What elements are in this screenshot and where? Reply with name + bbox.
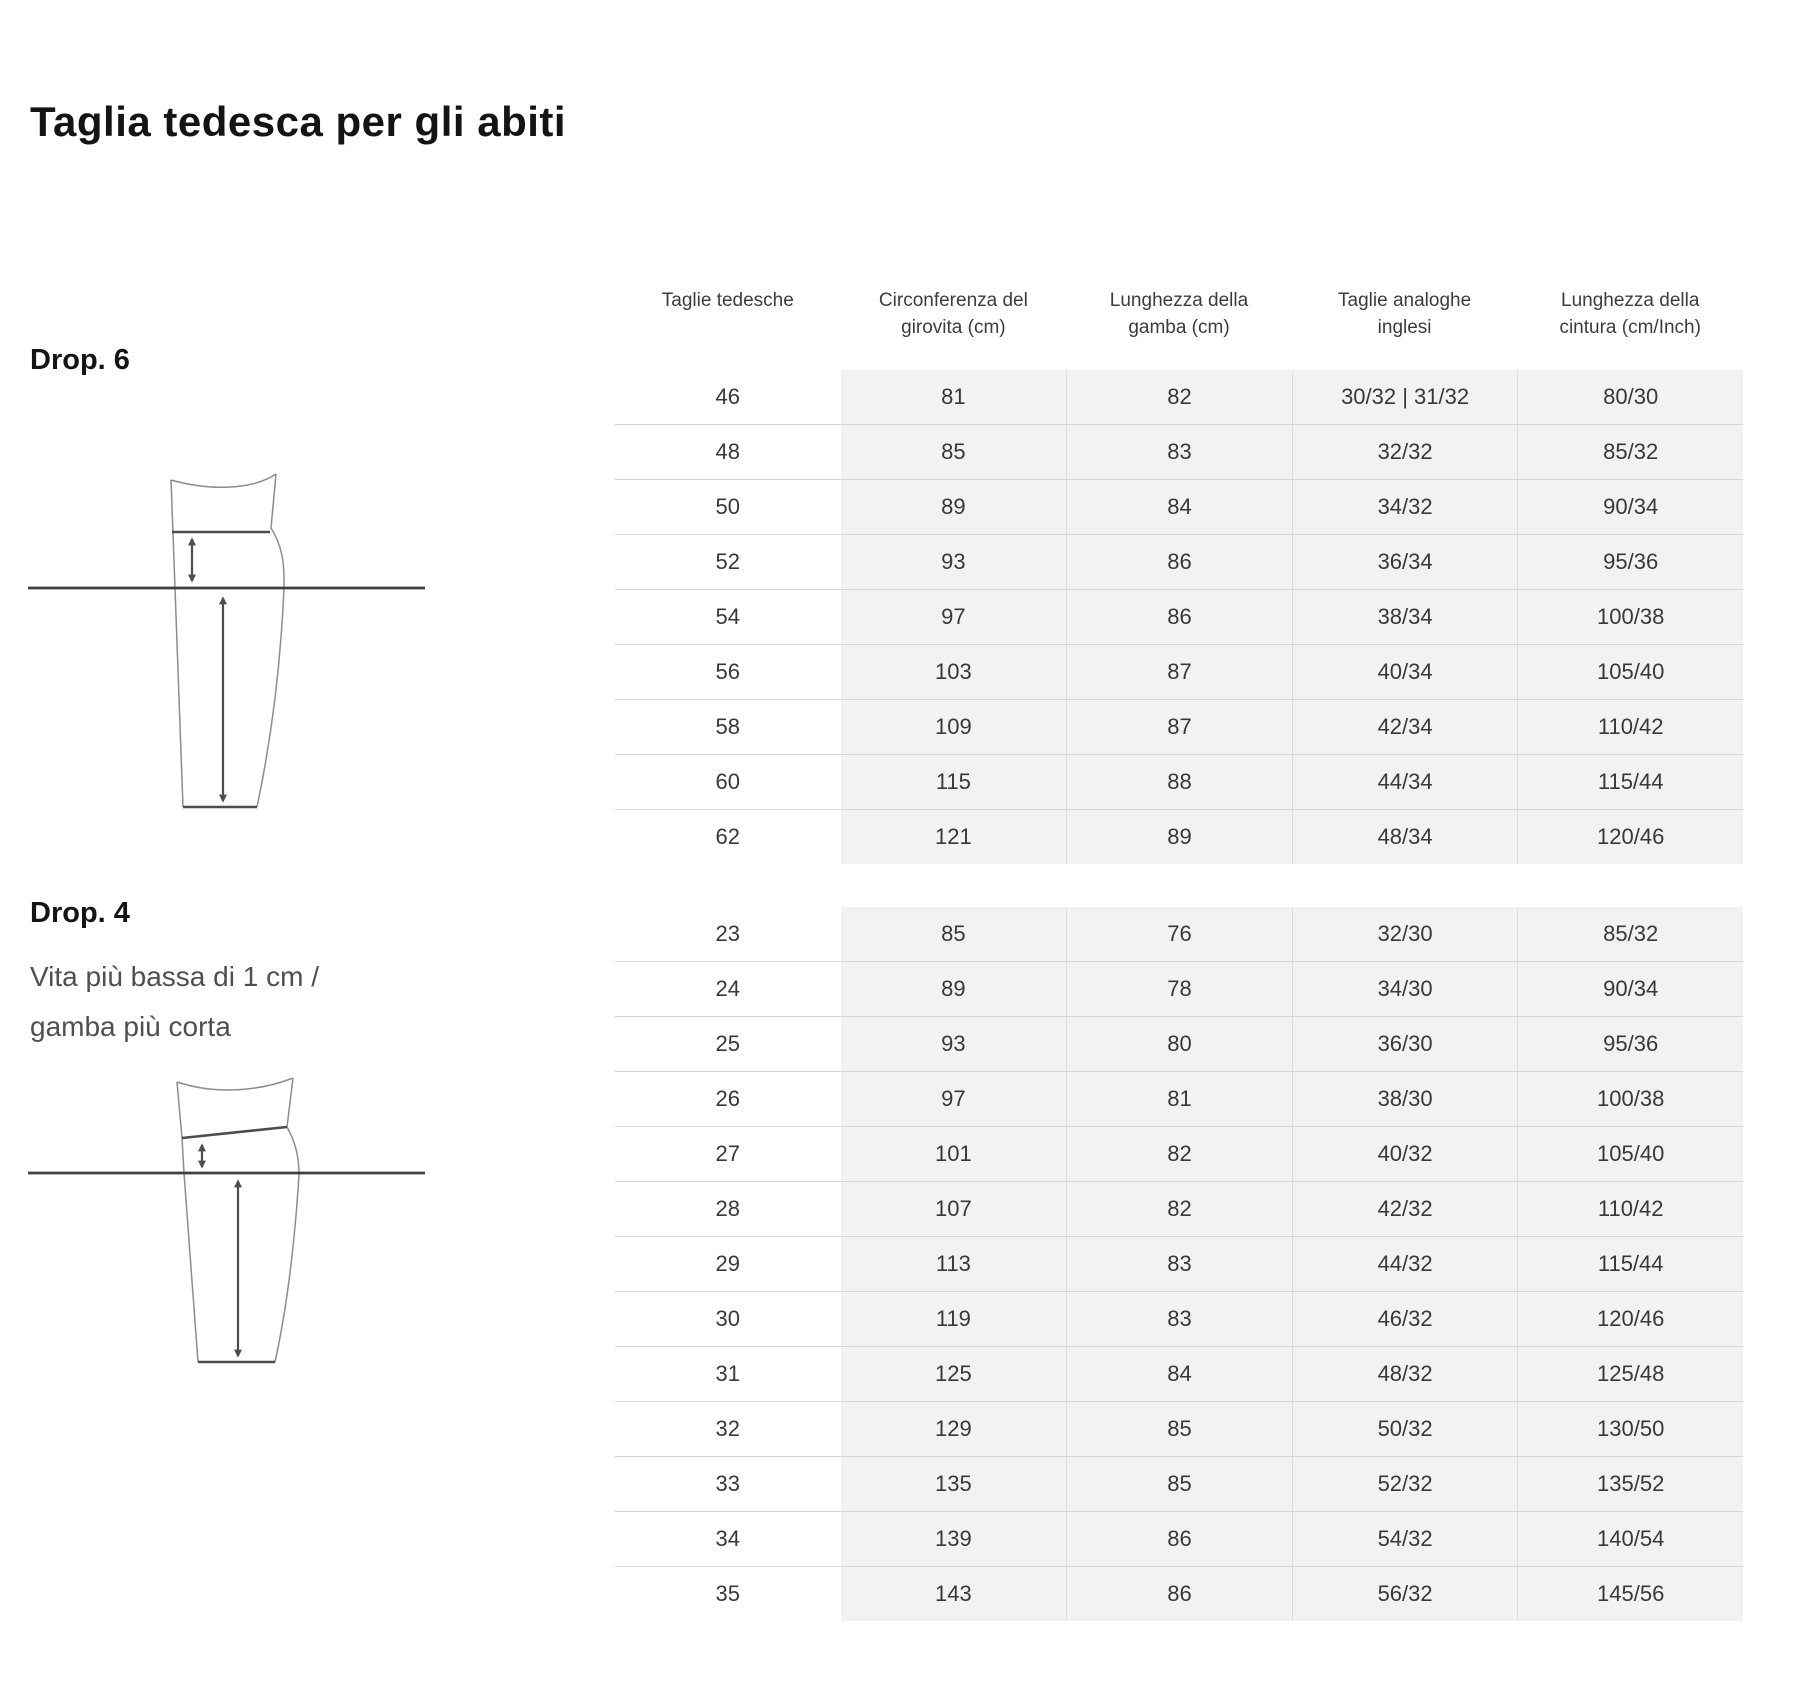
table-cell: 129 bbox=[841, 1402, 1067, 1456]
table-row bbox=[615, 370, 1743, 424]
table-cell: 85 bbox=[1066, 1402, 1292, 1456]
table-cell: 52 bbox=[715, 549, 741, 574]
table-cell: 42/32 bbox=[1292, 1182, 1518, 1236]
note-line-2: gamba più corta bbox=[30, 1011, 231, 1042]
table-row bbox=[615, 589, 1743, 644]
table-cell: 82 bbox=[1066, 370, 1292, 424]
table-row bbox=[615, 1401, 1743, 1456]
table-cell: 76 bbox=[1066, 907, 1292, 961]
table-cell: 48/34 bbox=[1292, 810, 1518, 864]
size-table-drop6 bbox=[615, 370, 1743, 864]
table-cell: 100/38 bbox=[1517, 590, 1743, 644]
table-cell: 85 bbox=[841, 425, 1067, 479]
table-cell: 95/36 bbox=[1517, 535, 1743, 589]
table-row bbox=[615, 1126, 1743, 1181]
table-row bbox=[615, 809, 1743, 864]
note-line-1: Vita più bassa di 1 cm / bbox=[30, 961, 319, 992]
table-cell: 145/56 bbox=[1517, 1567, 1743, 1621]
table-row bbox=[615, 907, 1743, 961]
table-cell: 40/32 bbox=[1292, 1127, 1518, 1181]
table-cell: 103 bbox=[841, 645, 1067, 699]
table-row bbox=[615, 1566, 1743, 1621]
table-cell: 87 bbox=[1066, 700, 1292, 754]
column-header-taglie-analoghe: Taglie analoghe inglesi bbox=[1338, 290, 1472, 338]
table-cell: 143 bbox=[841, 1567, 1067, 1621]
table-cell: 109 bbox=[841, 700, 1067, 754]
table-cell: 33 bbox=[715, 1471, 741, 1496]
table-cell: 105/40 bbox=[1517, 645, 1743, 699]
table-cell: 90/34 bbox=[1517, 962, 1743, 1016]
table-cell: 24 bbox=[715, 976, 741, 1001]
table-cell: 52/32 bbox=[1292, 1457, 1518, 1511]
table-cell: 84 bbox=[1066, 480, 1292, 534]
table-cell: 26 bbox=[715, 1086, 741, 1111]
table-cell: 82 bbox=[1066, 1182, 1292, 1236]
table-cell: 85 bbox=[841, 907, 1067, 961]
table-cell: 121 bbox=[841, 810, 1067, 864]
table-cell: 90/34 bbox=[1517, 480, 1743, 534]
page-title: Taglia tedesca per gli abiti bbox=[30, 98, 567, 145]
table-cell: 44/34 bbox=[1292, 755, 1518, 809]
table-cell: 135/52 bbox=[1517, 1457, 1743, 1511]
trouser-diagram-drop6 bbox=[20, 460, 440, 820]
table-row bbox=[615, 1071, 1743, 1126]
table-cell: 81 bbox=[841, 370, 1067, 424]
table-cell: 36/34 bbox=[1292, 535, 1518, 589]
table-cell: 89 bbox=[841, 480, 1067, 534]
table-cell: 83 bbox=[1066, 1237, 1292, 1291]
section-note-drop4 bbox=[30, 952, 319, 1052]
table-row bbox=[615, 1291, 1743, 1346]
table-cell: 30/32 | 31/32 bbox=[1292, 370, 1518, 424]
table-header-row bbox=[615, 287, 1743, 341]
table-row bbox=[615, 961, 1743, 1016]
table-cell: 95/36 bbox=[1517, 1017, 1743, 1071]
table-cell: 85 bbox=[1066, 1457, 1292, 1511]
table-cell: 86 bbox=[1066, 1567, 1292, 1621]
table-cell: 110/42 bbox=[1517, 700, 1743, 754]
table-cell: 54/32 bbox=[1292, 1512, 1518, 1566]
section-label-drop4: Drop. 4 bbox=[30, 897, 130, 929]
table-cell: 42/34 bbox=[1292, 700, 1518, 754]
table-cell: 36/30 bbox=[1292, 1017, 1518, 1071]
column-header-taglie-tedesche: Taglie tedesche bbox=[661, 290, 794, 311]
table-cell: 48/32 bbox=[1292, 1347, 1518, 1401]
table-cell: 32 bbox=[715, 1416, 741, 1441]
table-row bbox=[615, 1236, 1743, 1291]
column-header-circonferenza-girovita: Circonferenza del girovita (cm) bbox=[878, 290, 1028, 338]
table-cell: 28 bbox=[715, 1196, 741, 1221]
table-cell: 125 bbox=[841, 1347, 1067, 1401]
table-cell: 130/50 bbox=[1517, 1402, 1743, 1456]
trouser-diagram-drop4 bbox=[20, 1060, 440, 1380]
trouser-outline bbox=[171, 474, 284, 807]
table-cell: 50/32 bbox=[1292, 1402, 1518, 1456]
table-cell: 107 bbox=[841, 1182, 1067, 1236]
table-row bbox=[615, 534, 1743, 589]
table-cell: 62 bbox=[715, 824, 741, 849]
table-cell: 115/44 bbox=[1517, 755, 1743, 809]
table-cell: 56 bbox=[715, 659, 741, 684]
table-cell: 81 bbox=[1066, 1072, 1292, 1126]
table-cell: 80 bbox=[1066, 1017, 1292, 1071]
table-cell: 115/44 bbox=[1517, 1237, 1743, 1291]
table-cell: 82 bbox=[1066, 1127, 1292, 1181]
waist-seam-line bbox=[182, 1127, 287, 1138]
table-cell: 34/30 bbox=[1292, 962, 1518, 1016]
table-cell: 40/34 bbox=[1292, 645, 1518, 699]
table-row bbox=[615, 424, 1743, 479]
table-cell: 84 bbox=[1066, 1347, 1292, 1401]
table-cell: 38/34 bbox=[1292, 590, 1518, 644]
table-cell: 101 bbox=[841, 1127, 1067, 1181]
column-header-lunghezza-gamba: Lunghezza della gamba (cm) bbox=[1109, 290, 1249, 338]
table-cell: 34/32 bbox=[1292, 480, 1518, 534]
size-table-drop4 bbox=[615, 907, 1743, 1621]
table-row bbox=[615, 1181, 1743, 1236]
table-cell: 93 bbox=[841, 1017, 1067, 1071]
table-cell: 88 bbox=[1066, 755, 1292, 809]
table-cell: 100/38 bbox=[1517, 1072, 1743, 1126]
table-cell: 110/42 bbox=[1517, 1182, 1743, 1236]
table-cell: 86 bbox=[1066, 535, 1292, 589]
table-cell: 97 bbox=[841, 590, 1067, 644]
table-row bbox=[615, 479, 1743, 534]
table-row bbox=[615, 1346, 1743, 1401]
table-cell: 139 bbox=[841, 1512, 1067, 1566]
table-cell: 30 bbox=[715, 1306, 741, 1331]
table-cell: 34 bbox=[715, 1526, 741, 1551]
table-cell: 113 bbox=[841, 1237, 1067, 1291]
table-cell: 125/48 bbox=[1517, 1347, 1743, 1401]
table-cell: 120/46 bbox=[1517, 810, 1743, 864]
table-cell: 32/32 bbox=[1292, 425, 1518, 479]
table-cell: 35 bbox=[715, 1581, 741, 1606]
table-cell: 85/32 bbox=[1517, 425, 1743, 479]
table-cell: 80/30 bbox=[1517, 370, 1743, 424]
table-cell: 54 bbox=[715, 604, 741, 629]
table-cell: 56/32 bbox=[1292, 1567, 1518, 1621]
table-cell: 89 bbox=[1066, 810, 1292, 864]
table-row bbox=[615, 1511, 1743, 1566]
table-cell: 27 bbox=[715, 1141, 741, 1166]
table-cell: 46 bbox=[715, 384, 741, 409]
table-row bbox=[615, 644, 1743, 699]
table-cell: 23 bbox=[715, 921, 741, 946]
table-cell: 78 bbox=[1066, 962, 1292, 1016]
table-cell: 50 bbox=[715, 494, 741, 519]
table-cell: 115 bbox=[841, 755, 1067, 809]
table-cell: 86 bbox=[1066, 1512, 1292, 1566]
table-cell: 97 bbox=[841, 1072, 1067, 1126]
table-cell: 32/30 bbox=[1292, 907, 1518, 961]
table-row bbox=[615, 754, 1743, 809]
table-cell: 44/32 bbox=[1292, 1237, 1518, 1291]
table-cell: 29 bbox=[715, 1251, 741, 1276]
section-label-drop6: Drop. 6 bbox=[30, 344, 130, 376]
column-header-lunghezza-cintura: Lunghezza della cintura (cm/Inch) bbox=[1559, 290, 1701, 338]
table-cell: 83 bbox=[1066, 425, 1292, 479]
table-cell: 60 bbox=[715, 769, 741, 794]
table-row bbox=[615, 1456, 1743, 1511]
table-cell: 119 bbox=[841, 1292, 1067, 1346]
table-cell: 93 bbox=[841, 535, 1067, 589]
table-cell: 31 bbox=[715, 1361, 741, 1386]
table-cell: 38/30 bbox=[1292, 1072, 1518, 1126]
table-row bbox=[615, 699, 1743, 754]
table-cell: 140/54 bbox=[1517, 1512, 1743, 1566]
table-cell: 83 bbox=[1066, 1292, 1292, 1346]
table-cell: 58 bbox=[715, 714, 741, 739]
table-cell: 48 bbox=[715, 439, 741, 464]
table-cell: 89 bbox=[841, 962, 1067, 1016]
table-row bbox=[615, 1016, 1743, 1071]
table-cell: 86 bbox=[1066, 590, 1292, 644]
table-cell: 87 bbox=[1066, 645, 1292, 699]
table-cell: 25 bbox=[715, 1031, 741, 1056]
table-cell: 46/32 bbox=[1292, 1292, 1518, 1346]
table-cell: 120/46 bbox=[1517, 1292, 1743, 1346]
table-cell: 85/32 bbox=[1517, 907, 1743, 961]
table-cell: 105/40 bbox=[1517, 1127, 1743, 1181]
table-cell: 135 bbox=[841, 1457, 1067, 1511]
